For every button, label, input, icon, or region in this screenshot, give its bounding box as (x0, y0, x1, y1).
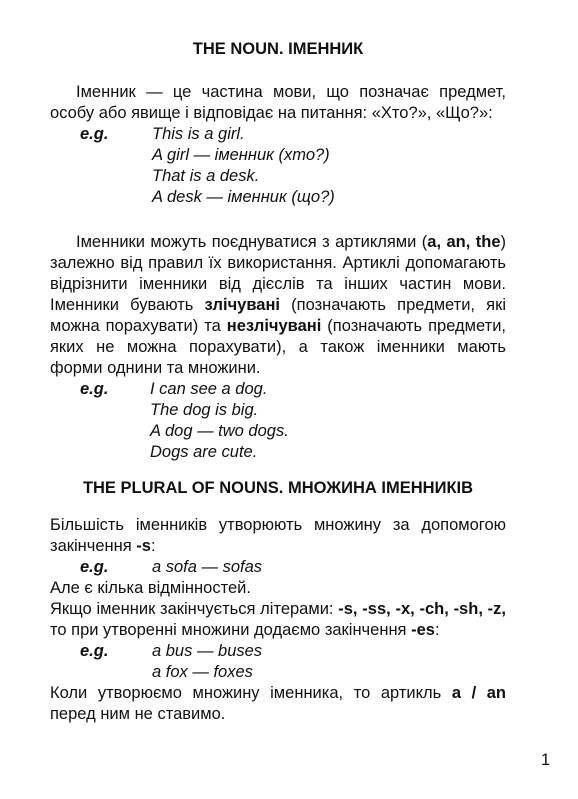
example-line: a sofa — sofas (152, 558, 263, 576)
text-run: то при утворенні множини додаємо закінчення (50, 621, 412, 639)
example-line: a bus — buses (152, 642, 263, 660)
articles-paragraph (50, 232, 506, 379)
text-run: Іменники можуть поєднуватися з артиклями ( (76, 233, 428, 251)
bold-es: -es (411, 621, 435, 639)
example-block-4 (50, 641, 506, 683)
bold-uncountable: незлічувані (226, 317, 322, 335)
example-line: A desk — іменник (що?) (152, 188, 335, 206)
page-number: 1 (541, 751, 551, 769)
example-lines (152, 641, 262, 683)
example-block-2 (50, 379, 506, 463)
example-tag: e.g. (80, 558, 109, 576)
example-lines (152, 557, 262, 578)
bold-countable: злічувані (204, 296, 280, 314)
section-title-plural: THE PLURAL OF NOUNS. МНОЖИНА ІМЕННИКІВ (82, 479, 474, 497)
example-line: That is a desk. (152, 167, 260, 185)
example-line: This is a girl. (152, 125, 245, 143)
bold-ending: -s (136, 537, 151, 555)
text-run: : (150, 537, 156, 555)
bold-article: a / an (451, 684, 506, 702)
text-run: (позначають предмети, які можна порахувати) та (50, 296, 506, 335)
example-line: A dog — two dogs. (150, 422, 289, 440)
page-content (50, 38, 506, 725)
text-run: перед ним не ставимо. (50, 705, 226, 723)
example-line: A girl — іменник (хто?) (152, 146, 330, 164)
example-block-3 (50, 557, 506, 578)
example-tag: e.g. (80, 642, 109, 660)
bold-articles: a, an, the (427, 233, 501, 251)
noun-definition: Іменник — це частина мови, що позначає предмет, особу або явище і відповідає на питання: «Хто?», «Що?»: (50, 83, 506, 122)
section-title-noun: THE NOUN. ІМЕННИК (192, 40, 364, 58)
article-rule-paragraph (50, 683, 506, 725)
example-tag: e.g. (80, 125, 109, 143)
example-line: The dog is big. (150, 401, 259, 419)
text-run: (позначають предмети, яких не можна порахувати), а також іменники мають форми однини та множини. (50, 317, 507, 377)
text-run: ) залежно від правил їх використання. Артиклі допомагають відрізнити іменники від дієслів та інших частин мови. Іменники бувають (50, 233, 506, 314)
text-run: Коли утворюємо множину іменника, то артикль (50, 684, 452, 702)
plural-rule-paragraph (50, 515, 506, 557)
example-line: Dogs are cute. (150, 443, 258, 461)
text-run: : (434, 621, 440, 639)
example-lines (152, 124, 335, 208)
exceptions-line: Але є кілька відмінностей. (50, 579, 251, 597)
example-tag: e.g. (80, 380, 109, 398)
example-line: a fox — foxes (152, 663, 253, 681)
text-run: Якщо іменник закінчується літерами: (50, 600, 339, 618)
es-rule-paragraph (50, 599, 506, 641)
example-block-1 (50, 124, 506, 208)
example-lines (150, 379, 289, 463)
bold-endings: -s, -ss, -x, -ch, -sh, -z, (338, 600, 506, 618)
example-line: I can see a dog. (150, 380, 268, 398)
text-run: Більшість іменників утворюють множину за допомогою закінчення (50, 516, 506, 555)
